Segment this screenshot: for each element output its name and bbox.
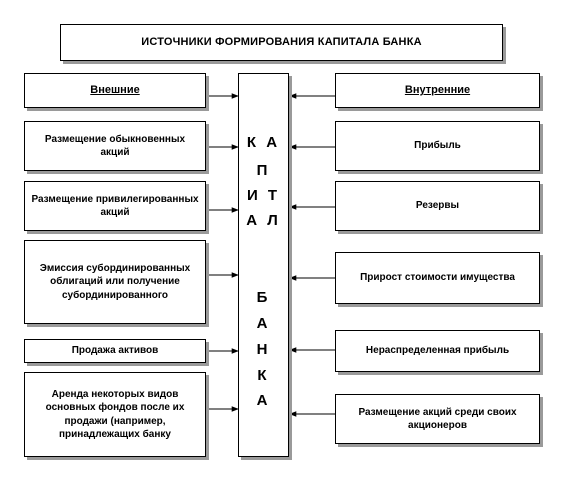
internal-item-1: Прибыль	[335, 121, 540, 171]
center-letter-1: К А	[246, 134, 281, 151]
external-item-2: Размещение привилегированных акций	[24, 181, 206, 231]
center-letter-5: Б	[256, 289, 271, 306]
center-letter-2: П	[256, 162, 271, 179]
external-heading: Внешние	[90, 84, 140, 97]
internal-item-4: Нераспределенная прибыль	[335, 330, 540, 372]
center-letter-3: И Т	[246, 187, 281, 204]
external-item-1: Размещение обыкновенных акций	[24, 121, 206, 171]
center-capital-bank-box	[238, 73, 289, 457]
internal-heading: Внутренние	[404, 84, 471, 97]
external-item-5: Аренда некоторых видов основных фондов после их продажи (например, принадлежащих банку	[24, 372, 206, 457]
center-letter-7: Н	[256, 341, 271, 358]
external-item-4: Продажа активов	[24, 339, 206, 363]
external-item-3: Эмиссия субординированных облигаций или получение субординированного	[24, 240, 206, 324]
internal-item-2: Резервы	[335, 181, 540, 231]
center-letter-6: А	[256, 315, 271, 332]
center-letter-8: К	[257, 367, 270, 384]
diagram-title: ИСТОЧНИКИ ФОРМИРОВАНИЯ КАПИТАЛА БАНКА	[60, 24, 503, 61]
internal-item-5: Размещение акций среди своих акционеров	[335, 394, 540, 444]
external-heading-box	[24, 73, 206, 108]
internal-heading-box	[335, 73, 540, 108]
center-letter-9: А	[256, 392, 271, 409]
center-letter-4: А Л	[246, 212, 281, 229]
internal-item-3: Прирост стоимости имущества	[335, 252, 540, 304]
